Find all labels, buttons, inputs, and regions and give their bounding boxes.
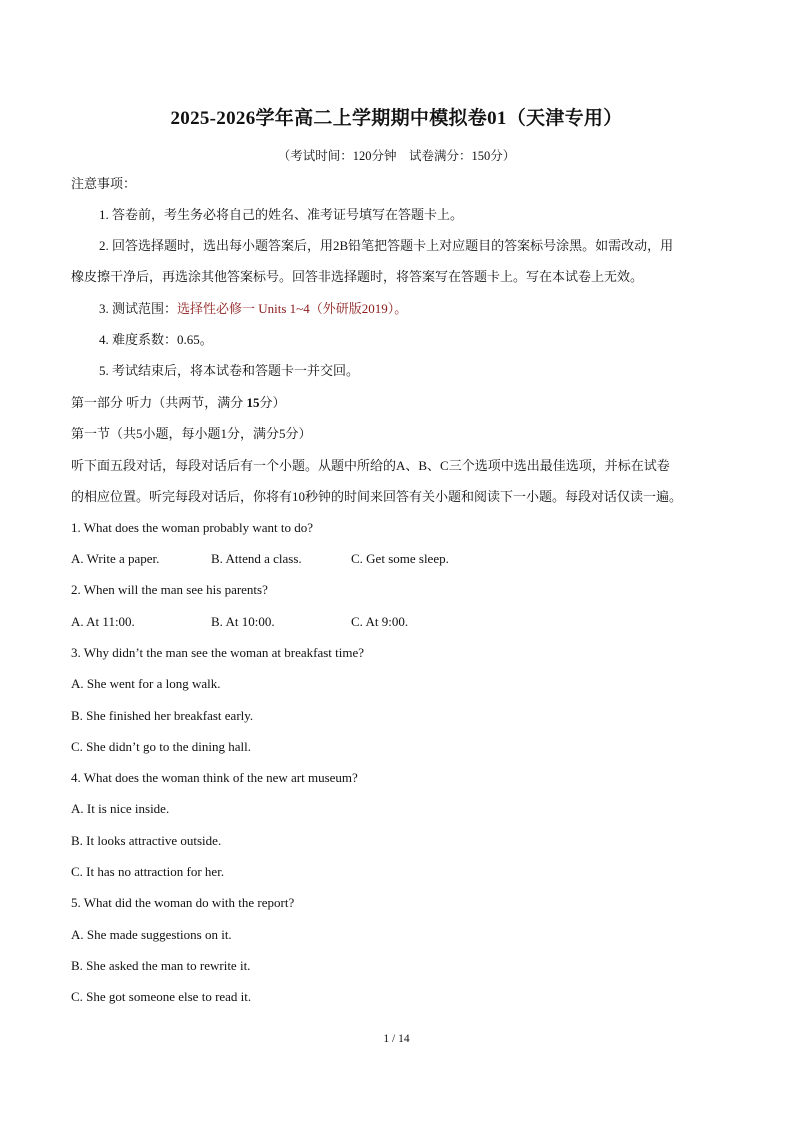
question-3-option-a: A. She went for a long walk. (71, 676, 221, 691)
part1-prefix: 第一部分 听力（共两节，满分 (71, 395, 247, 410)
question-1: 1. What does the woman probably want to do? (71, 520, 314, 535)
test-scope: 选择性必修一 Units 1~4（外研版2019）。 (177, 301, 408, 316)
question-2: 2. When will the man see his parents? (71, 582, 268, 597)
notice-item-4: 4. 难度系数：0.65。 (99, 332, 213, 347)
option-b: B. At 10:00. (211, 614, 275, 629)
question-3: 3. Why didn’t the man see the woman at breakfast time? (71, 645, 365, 660)
question-4: 4. What does the woman think of the new art museum? (71, 770, 358, 785)
option-a: A. At 11:00. (71, 614, 135, 629)
notice-item-5: 5. 考试结束后，将本试卷和答题卡一并交回。 (99, 363, 360, 378)
question-4-option-a: A. It is nice inside. (71, 801, 170, 816)
option-c: C. Get some sleep. (351, 551, 449, 566)
exam-subtitle: （考试时间：120分钟 试卷满分：150分） (277, 149, 516, 163)
question-5: 5. What did the woman do with the report? (71, 895, 295, 910)
part1-score: 15 (246, 395, 260, 410)
question-4-option-c: C. It has no attraction for her. (71, 864, 225, 879)
section1-heading: 第一节（共5小题，每小题1分，满分5分） (71, 426, 312, 441)
question-4-option-b: B. It looks attractive outside. (71, 833, 222, 848)
instructions-line-1: 听下面五段对话，每段对话后有一个小题。从题中所给的A、B、C三个选项中选出最佳选项，并标在试卷 (71, 458, 670, 473)
notice-heading: 注意事项： (71, 176, 137, 191)
page-number: 1 / 14 (383, 1033, 410, 1045)
notice-item-3-label: 3. 测试范围： (99, 301, 178, 316)
notice-item-3 (99, 300, 407, 318)
question-3-option-b: B. She finished her breakfast early. (71, 708, 254, 723)
notice-item-2: 2. 回答选择题时，选出每小题答案后，用2B铅笔把答题卡上对应题目的答案标号涂黑。如需改动，用 (99, 238, 674, 253)
question-1-options (71, 550, 449, 568)
part1-heading (71, 394, 286, 412)
exam-title: 2025-2026学年高二上学期期中模拟卷01（天津专用） (170, 108, 623, 129)
question-5-option-b: B. She asked the man to rewrite it. (71, 958, 251, 973)
question-3-option-c: C. She didn’t go to the dining hall. (71, 739, 251, 754)
option-a: A. Write a paper. (71, 551, 160, 566)
instructions-line-2: 的相应位置。听完每段对话后，你将有10秒钟的时间来回答有关小题和阅读下一小题。每段对话仅读一遍。 (71, 489, 683, 504)
part1-suffix: 分） (259, 395, 286, 410)
question-2-options (71, 613, 408, 631)
option-c: C. At 9:00. (351, 614, 409, 629)
notice-item-2-cont: 橡皮擦干净后，再选涂其他答案标号。回答非选择题时，将答案写在答题卡上。写在本试卷上无效。 (71, 269, 644, 284)
question-5-option-c: C. She got someone else to read it. (71, 989, 252, 1004)
option-b: B. Attend a class. (211, 551, 302, 566)
notice-item-1: 1. 答卷前，考生务必将自己的姓名、准考证号填写在答题卡上。 (99, 207, 464, 222)
question-5-option-a: A. She made suggestions on it. (71, 927, 232, 942)
